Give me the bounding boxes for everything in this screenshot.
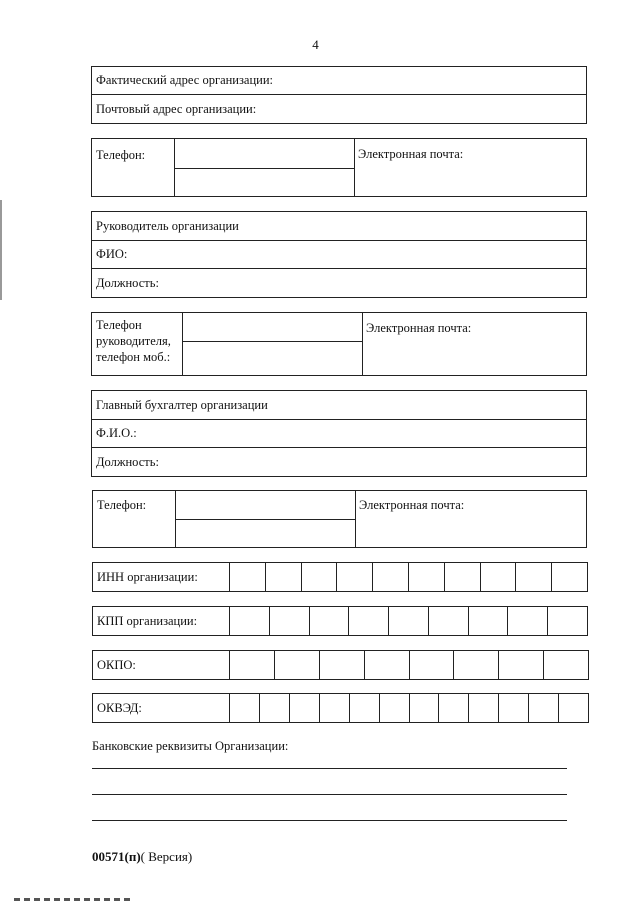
inn-digit-7[interactable]: [444, 563, 480, 591]
kpp-digit-6[interactable]: [428, 607, 468, 635]
head-phone-label-line2: руководителя,: [96, 334, 171, 348]
okved-label: ОКВЭД:: [97, 700, 142, 715]
accountant-phone-label: Телефон:: [97, 498, 147, 512]
org-email-cell[interactable]: [354, 138, 587, 197]
head-phone-field-2[interactable]: [182, 341, 363, 376]
kpp-digit-8[interactable]: [507, 607, 547, 635]
actual-address-row[interactable]: [91, 66, 587, 95]
head-title-row: [91, 211, 587, 241]
accountant-email-cell[interactable]: [355, 490, 587, 548]
accountant-phone-label-cell: [92, 490, 176, 548]
okpo-digit-5[interactable]: [409, 651, 454, 679]
head-title: Руководитель организации: [96, 218, 239, 233]
inn-digit-4[interactable]: [336, 563, 372, 591]
bank-details-line-3[interactable]: [92, 820, 567, 821]
org-phone-label-cell: [91, 138, 175, 197]
okved-digit-2[interactable]: [259, 694, 289, 722]
okpo-digit-8[interactable]: [543, 651, 588, 679]
inn-digit-5[interactable]: [372, 563, 408, 591]
org-phone-field-1[interactable]: [174, 138, 355, 169]
accountant-position-label: Должность:: [96, 454, 159, 469]
kpp-digit-2[interactable]: [269, 607, 309, 635]
accountant-title: Главный бухгалтер организации: [96, 397, 268, 412]
okved-digit-7[interactable]: [409, 694, 439, 722]
inn-digit-1[interactable]: [229, 563, 265, 591]
inn-digit-2[interactable]: [265, 563, 301, 591]
head-position-label: Должность:: [96, 275, 159, 290]
okpo-digit-1[interactable]: [229, 651, 274, 679]
okved-field: [92, 693, 589, 723]
inn-digit-6[interactable]: [408, 563, 444, 591]
okved-digit-4[interactable]: [319, 694, 349, 722]
inn-digit-9[interactable]: [515, 563, 551, 591]
okved-digit-5[interactable]: [349, 694, 379, 722]
scan-edge-mark: [0, 200, 2, 300]
page-number: 4: [312, 37, 319, 52]
kpp-label: КПП организации:: [97, 613, 198, 628]
okpo-label: ОКПО:: [97, 657, 136, 672]
kpp-digit-1[interactable]: [229, 607, 269, 635]
kpp-digit-5[interactable]: [388, 607, 428, 635]
head-phone-label-line3: телефон моб.:: [96, 350, 171, 364]
head-phone-field-1[interactable]: [182, 312, 363, 342]
inn-digit-8[interactable]: [480, 563, 516, 591]
okpo-digit-4[interactable]: [364, 651, 409, 679]
org-email-label: Электронная почта:: [358, 147, 464, 161]
head-phone-label-cell: [91, 312, 183, 376]
scan-artifact: [14, 898, 134, 901]
kpp-digit-4[interactable]: [348, 607, 388, 635]
head-email-cell[interactable]: [362, 312, 587, 376]
inn-digit-3[interactable]: [301, 563, 337, 591]
kpp-digit-3[interactable]: [309, 607, 349, 635]
okpo-digit-6[interactable]: [453, 651, 498, 679]
bank-details-label: Банковские реквизиты Организации:: [92, 739, 289, 753]
accountant-fio-row[interactable]: [91, 419, 587, 448]
kpp-digit-7[interactable]: [468, 607, 508, 635]
head-fio-label: ФИО:: [96, 247, 128, 261]
okpo-digit-2[interactable]: [274, 651, 319, 679]
version-label: ( Версия): [140, 849, 193, 864]
okved-digit-12[interactable]: [558, 694, 588, 722]
accountant-position-row[interactable]: [91, 447, 587, 477]
inn-field: [92, 562, 588, 592]
head-fio-row[interactable]: [91, 240, 587, 269]
bank-details-line-1[interactable]: [92, 768, 567, 769]
okpo-field: [92, 650, 589, 680]
accountant-fio-label: Ф.И.О.:: [96, 426, 137, 440]
okved-digit-3[interactable]: [289, 694, 319, 722]
okved-digit-1[interactable]: [229, 694, 259, 722]
org-phone-label: Телефон:: [96, 148, 146, 162]
okved-digit-8[interactable]: [438, 694, 468, 722]
accountant-email-label: Электронная почта:: [359, 498, 465, 512]
head-email-label: Электронная почта:: [366, 321, 472, 335]
accountant-phone-field-2[interactable]: [175, 519, 356, 548]
okved-digit-6[interactable]: [379, 694, 409, 722]
postal-address-label: Почтовый адрес организации:: [96, 101, 257, 116]
okved-digit-11[interactable]: [528, 694, 558, 722]
kpp-digit-9[interactable]: [547, 607, 587, 635]
postal-address-row[interactable]: [91, 94, 587, 124]
actual-address-label: Фактический адрес организации:: [96, 73, 274, 87]
kpp-field: [92, 606, 588, 636]
okpo-digit-7[interactable]: [498, 651, 543, 679]
okved-digit-9[interactable]: [468, 694, 498, 722]
document-code: 00571(п): [92, 849, 141, 864]
okpo-digit-3[interactable]: [319, 651, 364, 679]
okved-digit-10[interactable]: [498, 694, 528, 722]
bank-details-line-2[interactable]: [92, 794, 567, 795]
accountant-title-row: [91, 390, 587, 420]
head-position-row[interactable]: [91, 268, 587, 298]
document-version: [92, 849, 192, 865]
head-phone-label-line1: Телефон: [96, 318, 142, 332]
inn-label: ИНН организации:: [97, 569, 198, 584]
inn-digit-10[interactable]: [551, 563, 587, 591]
org-phone-field-2[interactable]: [174, 168, 355, 197]
accountant-phone-field-1[interactable]: [175, 490, 356, 520]
